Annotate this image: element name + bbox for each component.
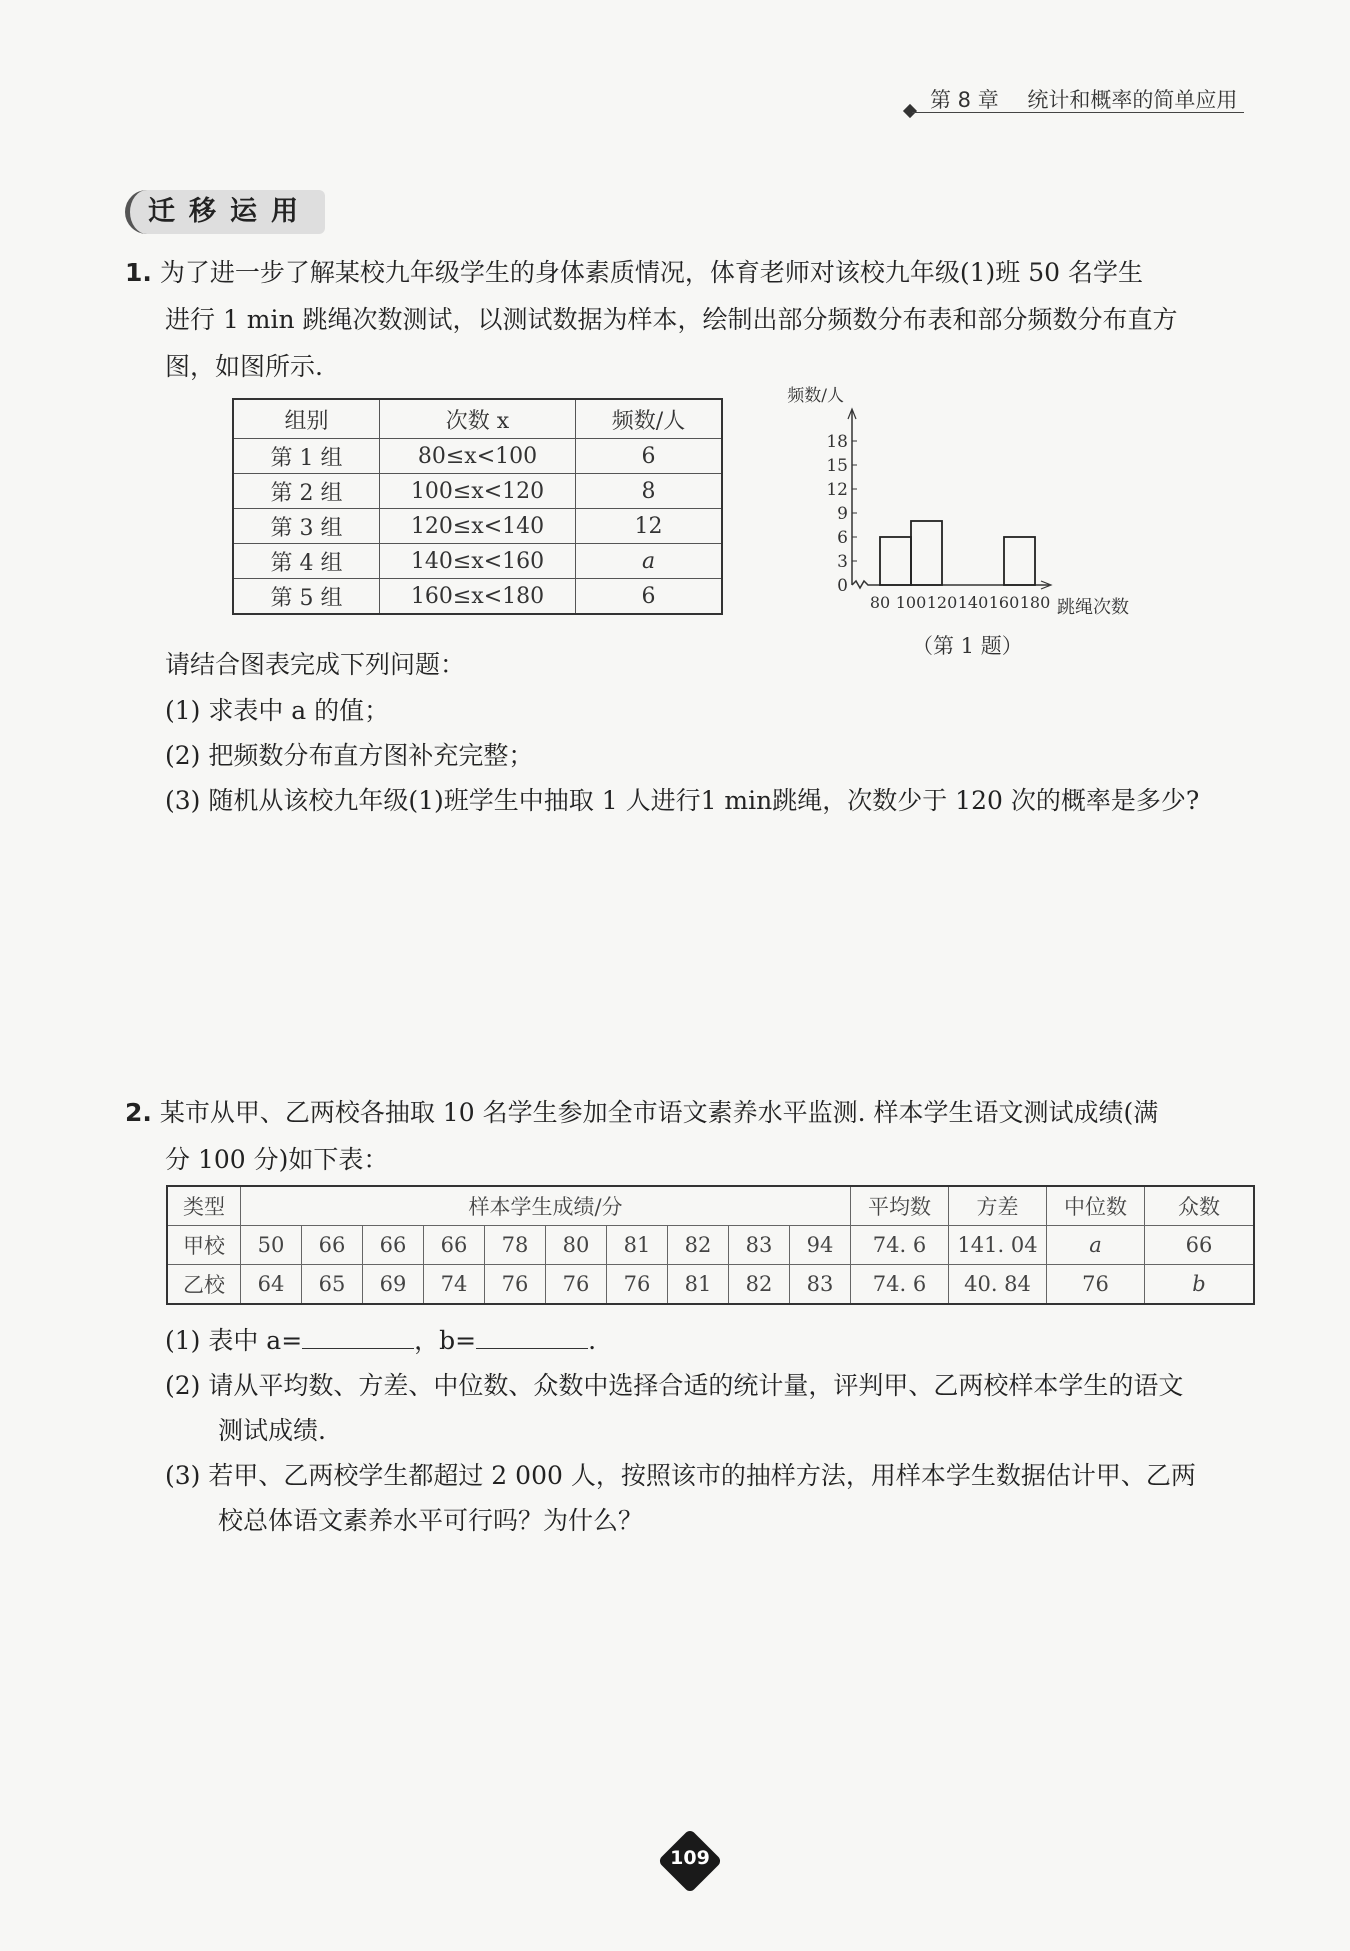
table-cell: 100≤x<120 bbox=[380, 474, 576, 509]
y-tick-label: 0 bbox=[837, 576, 848, 596]
table-cell: 50 bbox=[241, 1226, 302, 1265]
table-cell: a bbox=[1047, 1226, 1145, 1265]
y-tick-label: 12 bbox=[826, 480, 848, 500]
chapter-header bbox=[930, 84, 1237, 114]
table-row bbox=[167, 1265, 1254, 1305]
table-cell: 8 bbox=[576, 474, 723, 509]
table-cell: 82 bbox=[668, 1226, 729, 1265]
table-header-row bbox=[167, 1186, 1254, 1226]
answer-blank-a[interactable] bbox=[302, 1322, 414, 1349]
table-cell: 74. 6 bbox=[851, 1226, 949, 1265]
table-cell: 80 bbox=[546, 1226, 607, 1265]
table-cell: 66 bbox=[363, 1226, 424, 1265]
q1-caption: （第 1 题） bbox=[912, 634, 1023, 658]
q2-sub2-line2: 测试成绩. bbox=[218, 1416, 326, 1445]
header-cell: 样本学生成绩/分 bbox=[241, 1186, 851, 1226]
q2-number: 2. bbox=[125, 1098, 152, 1127]
table-cell: b bbox=[1145, 1265, 1255, 1305]
q2-sub3-line1: (3) 若甲、乙两校学生都超过 2 000 人，按照该市的抽样方法，用样本学生数据估计甲、乙两 bbox=[165, 1461, 1196, 1490]
table-cell: 76 bbox=[1047, 1265, 1145, 1305]
x-tick-label: 120 bbox=[926, 593, 958, 612]
table-row bbox=[233, 474, 722, 509]
x-axis-label: 跳绳次数 bbox=[1057, 597, 1129, 618]
table-row bbox=[233, 509, 722, 544]
table-cell: 94 bbox=[790, 1226, 851, 1265]
y-tick-label: 6 bbox=[837, 528, 848, 548]
header-cell: 次数 x bbox=[380, 399, 576, 439]
q2-sub1-b-label: ，b= bbox=[414, 1326, 477, 1355]
table-cell: 66 bbox=[424, 1226, 485, 1265]
chapter-title: 统计和概率的简单应用 bbox=[1027, 88, 1238, 112]
table-cell: 78 bbox=[485, 1226, 546, 1265]
table-cell: 第 5 组 bbox=[233, 579, 380, 615]
table-cell: 第 3 组 bbox=[233, 509, 380, 544]
y-axis-label: 频数/人 bbox=[787, 386, 844, 406]
table-cell: 76 bbox=[607, 1265, 668, 1305]
table-cell: 甲校 bbox=[167, 1226, 241, 1265]
header-cell: 组别 bbox=[233, 399, 380, 439]
x-tick-label: 100 bbox=[895, 593, 927, 612]
q2-sub3-line2: 校总体语文素养水平可行吗？为什么？ bbox=[218, 1506, 644, 1535]
table-cell: 40. 84 bbox=[949, 1265, 1047, 1305]
header-cell: 中位数 bbox=[1047, 1186, 1145, 1226]
x-tick-label: 180 bbox=[1019, 593, 1051, 612]
header-diamond-icon bbox=[903, 104, 917, 118]
histogram-bar bbox=[1004, 537, 1035, 585]
table-cell: 66 bbox=[1145, 1226, 1255, 1265]
table-cell: 12 bbox=[576, 509, 723, 544]
table-row bbox=[167, 1226, 1254, 1265]
q2-text-line2: 分 100 分)如下表： bbox=[165, 1145, 389, 1174]
section-title: 迁移运用 bbox=[125, 190, 325, 234]
q2-sub1-end: . bbox=[588, 1326, 597, 1355]
answer-blank-b[interactable] bbox=[476, 1322, 588, 1349]
table-cell: 76 bbox=[485, 1265, 546, 1305]
q1-prompt: 请结合图表完成下列问题： bbox=[165, 650, 466, 679]
table-row bbox=[233, 544, 722, 579]
table-cell: 66 bbox=[302, 1226, 363, 1265]
q2-line1 bbox=[125, 1090, 1158, 1135]
q2-text-line1: 某市从甲、乙两校各抽取 10 名学生参加全市语文素养水平监测. 样本学生语文测试成绩(满 bbox=[159, 1098, 1159, 1127]
x-tick-label: 140 bbox=[957, 593, 989, 612]
table-cell: 81 bbox=[607, 1226, 668, 1265]
table-cell: 74. 6 bbox=[851, 1265, 949, 1305]
table-cell: 140≤x<160 bbox=[380, 544, 576, 579]
table-row bbox=[233, 579, 722, 615]
y-tick-label: 18 bbox=[826, 432, 848, 452]
q1-frequency-table bbox=[232, 398, 723, 615]
x-tick-label: 80 bbox=[869, 593, 891, 612]
header-cell: 方差 bbox=[949, 1186, 1047, 1226]
q1-sub2: (2) 把频数分布直方图补充完整； bbox=[165, 741, 534, 770]
frequency-histogram bbox=[760, 385, 1160, 625]
histogram-bar bbox=[911, 521, 942, 585]
table-row bbox=[233, 439, 722, 474]
table-cell: 76 bbox=[546, 1265, 607, 1305]
q2-score-table bbox=[166, 1185, 1255, 1305]
page-number: 109 bbox=[670, 1847, 710, 1869]
table-header-row bbox=[233, 399, 722, 439]
q1-sub1: (1) 求表中 a 的值； bbox=[165, 696, 390, 725]
q1-sub3: (3) 随机从该校九年级(1)班学生中抽取 1 人进行1 min跳绳，次数少于 120 次的概率是多少? bbox=[165, 786, 1200, 815]
table-cell: 第 4 组 bbox=[233, 544, 380, 579]
header-rule bbox=[912, 112, 1244, 113]
histogram-bar bbox=[880, 537, 911, 585]
q1-text-line2: 进行 1 min 跳绳次数测试，以测试数据为样本，绘制出部分频数分布表和部分频数分布直方 bbox=[165, 305, 1178, 334]
table-cell: 6 bbox=[576, 439, 723, 474]
table-cell: 乙校 bbox=[167, 1265, 241, 1305]
table-cell: 160≤x<180 bbox=[380, 579, 576, 615]
table-cell: 64 bbox=[241, 1265, 302, 1305]
table-cell: 65 bbox=[302, 1265, 363, 1305]
chapter-number: 第 8 章 bbox=[930, 88, 999, 112]
table-cell: 81 bbox=[668, 1265, 729, 1305]
header-cell: 频数/人 bbox=[576, 399, 723, 439]
table-cell: 120≤x<140 bbox=[380, 509, 576, 544]
q2-sub2-line1: (2) 请从平均数、方差、中位数、众数中选择合适的统计量，评判甲、乙两校样本学生的语文 bbox=[165, 1371, 1184, 1400]
table-cell: 6 bbox=[576, 579, 723, 615]
table-cell: 第 1 组 bbox=[233, 439, 380, 474]
table-cell: 141. 04 bbox=[949, 1226, 1047, 1265]
q1-line1 bbox=[125, 250, 1143, 295]
table-cell: a bbox=[576, 544, 723, 579]
table-cell: 82 bbox=[729, 1265, 790, 1305]
header-cell: 类型 bbox=[167, 1186, 241, 1226]
table-cell: 69 bbox=[363, 1265, 424, 1305]
table-cell: 74 bbox=[424, 1265, 485, 1305]
table-cell: 80≤x<100 bbox=[380, 439, 576, 474]
q2-sub1-a-label: (1) 表中 a= bbox=[165, 1326, 303, 1355]
q2-sub1 bbox=[165, 1318, 596, 1363]
table-cell: 83 bbox=[729, 1226, 790, 1265]
y-tick-label: 9 bbox=[837, 504, 848, 524]
table-cell: 83 bbox=[790, 1265, 851, 1305]
y-tick-label: 15 bbox=[826, 456, 848, 476]
q1-number: 1. bbox=[125, 258, 152, 287]
header-cell: 平均数 bbox=[851, 1186, 949, 1226]
y-tick-label: 3 bbox=[837, 552, 848, 572]
q1-text-line3: 图，如图所示. bbox=[165, 352, 323, 381]
table-cell: 第 2 组 bbox=[233, 474, 380, 509]
x-tick-label: 160 bbox=[988, 593, 1020, 612]
header-cell: 众数 bbox=[1145, 1186, 1255, 1226]
q1-text-line1: 为了进一步了解某校九年级学生的身体素质情况，体育老师对该校九年级(1)班 50 名学生 bbox=[159, 258, 1143, 287]
